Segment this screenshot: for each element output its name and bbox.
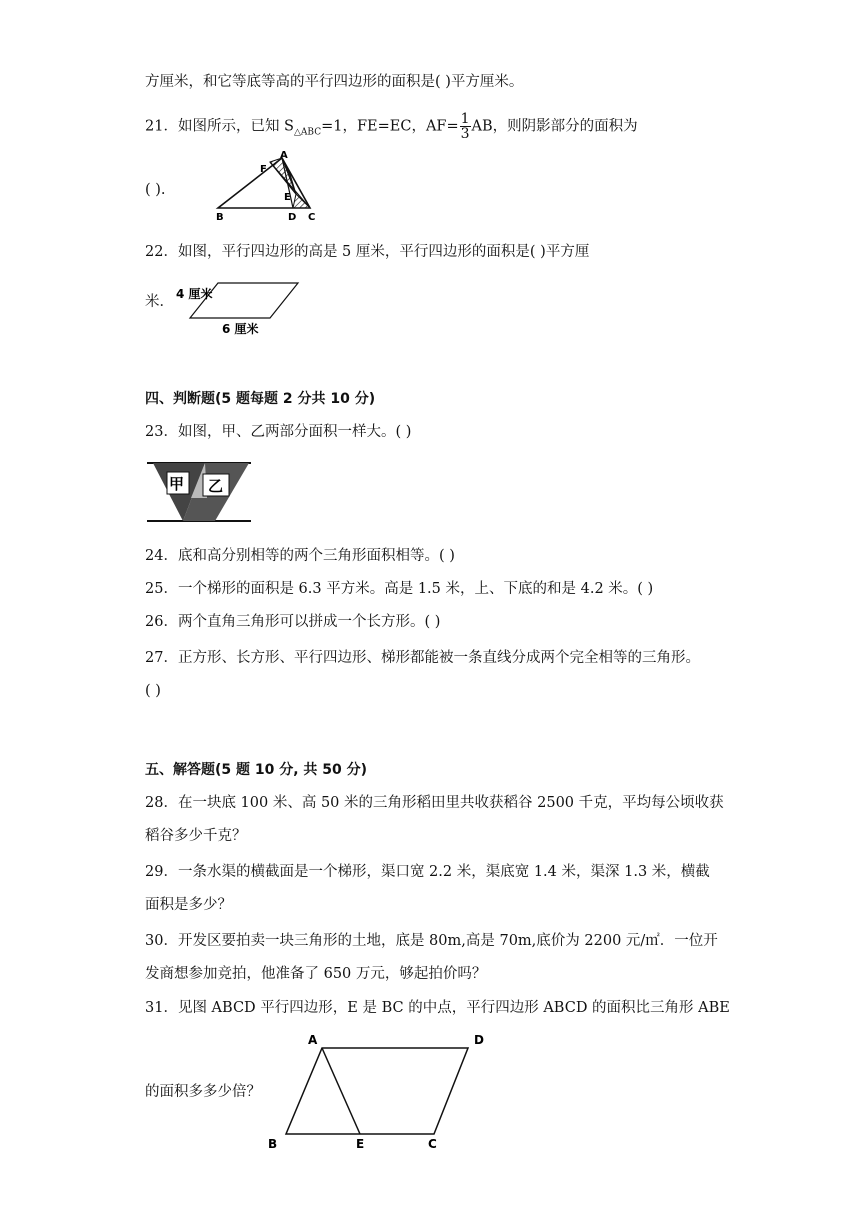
q27-text: 27．正方形、长方形、平行四边形、梯形都能被一条直线分成两个完全相等的三角形。 bbox=[145, 650, 700, 666]
q31-label-b: B bbox=[268, 1137, 278, 1151]
q21-text-a: 21．如图所示，已知 S bbox=[145, 118, 294, 135]
q21-text-b: =1，FE=EC，AF= bbox=[321, 118, 459, 135]
q31-text: 31．见图 ABCD 平行四边形，E 是 BC 的中点，平行四边形 ABCD 的面积比三角形 ABE bbox=[145, 1000, 730, 1016]
q21-label-a: A bbox=[280, 150, 288, 161]
q21-label-e: E bbox=[284, 192, 291, 203]
q24-text: 24．底和高分别相等的两个三角形面积相等。( ) bbox=[145, 548, 455, 564]
section-5-heading: 五、解答题(5 题 10 分, 共 50 分) bbox=[145, 762, 368, 778]
q28-text-cont: 稻谷多少千克？ bbox=[145, 828, 247, 844]
q26-text: 26．两个直角三角形可以拼成一个长方形。( ) bbox=[145, 614, 441, 630]
q21-label-b: B bbox=[216, 212, 224, 222]
q30-text: 30．开发区要拍卖一块三角形的土地，底是 80m,高是 70m,底价为 2200 元/㎡．一位开 bbox=[145, 933, 718, 949]
q23-label-yi: 乙 bbox=[208, 477, 224, 495]
q22-stem-cont: 米． bbox=[145, 294, 174, 310]
q31-label-e: E bbox=[356, 1137, 365, 1151]
q21-label-f: F bbox=[260, 164, 267, 175]
q29-text-cont: 面积是多少？ bbox=[145, 897, 232, 913]
q21-fraction-den: 3 bbox=[460, 126, 470, 142]
q22-side-label: 4 厘米 bbox=[176, 287, 213, 301]
q22-base-label: 6 厘米 bbox=[222, 322, 259, 336]
q31-text-cont: 的面积多多少倍？ bbox=[145, 1084, 261, 1100]
q21-subscript: △ABC bbox=[294, 127, 322, 138]
q25-text: 25．一个梯形的面积是 6.3 平方米。高是 1.5 米，上、下底的和是 4.2 米。( ) bbox=[145, 581, 654, 597]
q27-answer-blank: ( ) bbox=[145, 683, 161, 699]
q31-segment-ae bbox=[322, 1048, 360, 1134]
q31-label-a: A bbox=[308, 1033, 318, 1047]
q20-continuation: 方厘米，和它等底等高的平行四边形的面积是( )平方厘米。 bbox=[145, 74, 524, 90]
q21-text-c: AB，则阴影部分的面积为 bbox=[471, 118, 638, 135]
section-4-heading: 四、判断题(5 题每题 2 分共 10 分) bbox=[145, 391, 376, 407]
q21-fraction bbox=[460, 112, 471, 141]
q21-label-d: D bbox=[288, 212, 297, 222]
q21-triangle-figure bbox=[210, 150, 330, 222]
q23-label-jia: 甲 bbox=[169, 475, 185, 493]
q30-text-cont: 发商想参加竞拍，他准备了 650 万元，够起拍价吗？ bbox=[145, 966, 487, 982]
q21-fraction-num: 1 bbox=[460, 111, 470, 127]
q28-text: 28．在一块底 100 米、高 50 米的三角形稻田里共收获稻谷 2500 千克，平均每公顷收获 bbox=[145, 795, 724, 811]
q23-figure bbox=[145, 458, 255, 526]
q21-answer-blank: ( ). bbox=[145, 182, 166, 198]
q31-label-c: C bbox=[428, 1137, 437, 1151]
q21-stem bbox=[145, 112, 638, 142]
q31-parallelogram bbox=[286, 1048, 468, 1134]
q23-text: 23．如图，甲、乙两部分面积一样大。( ) bbox=[145, 424, 412, 440]
q31-parallelogram-figure bbox=[262, 1030, 492, 1156]
q22-parallelogram-figure bbox=[170, 280, 310, 340]
q21-label-c: C bbox=[308, 212, 316, 222]
q31-label-d: D bbox=[474, 1033, 484, 1047]
q22-stem: 22．如图，平行四边形的高是 5 厘米，平行四边形的面积是( )平方厘 bbox=[145, 244, 590, 260]
q29-text: 29．一条水渠的横截面是一个梯形，渠口宽 2.2 米，渠底宽 1.4 米，渠深 1.3 米，横截 bbox=[145, 864, 710, 880]
